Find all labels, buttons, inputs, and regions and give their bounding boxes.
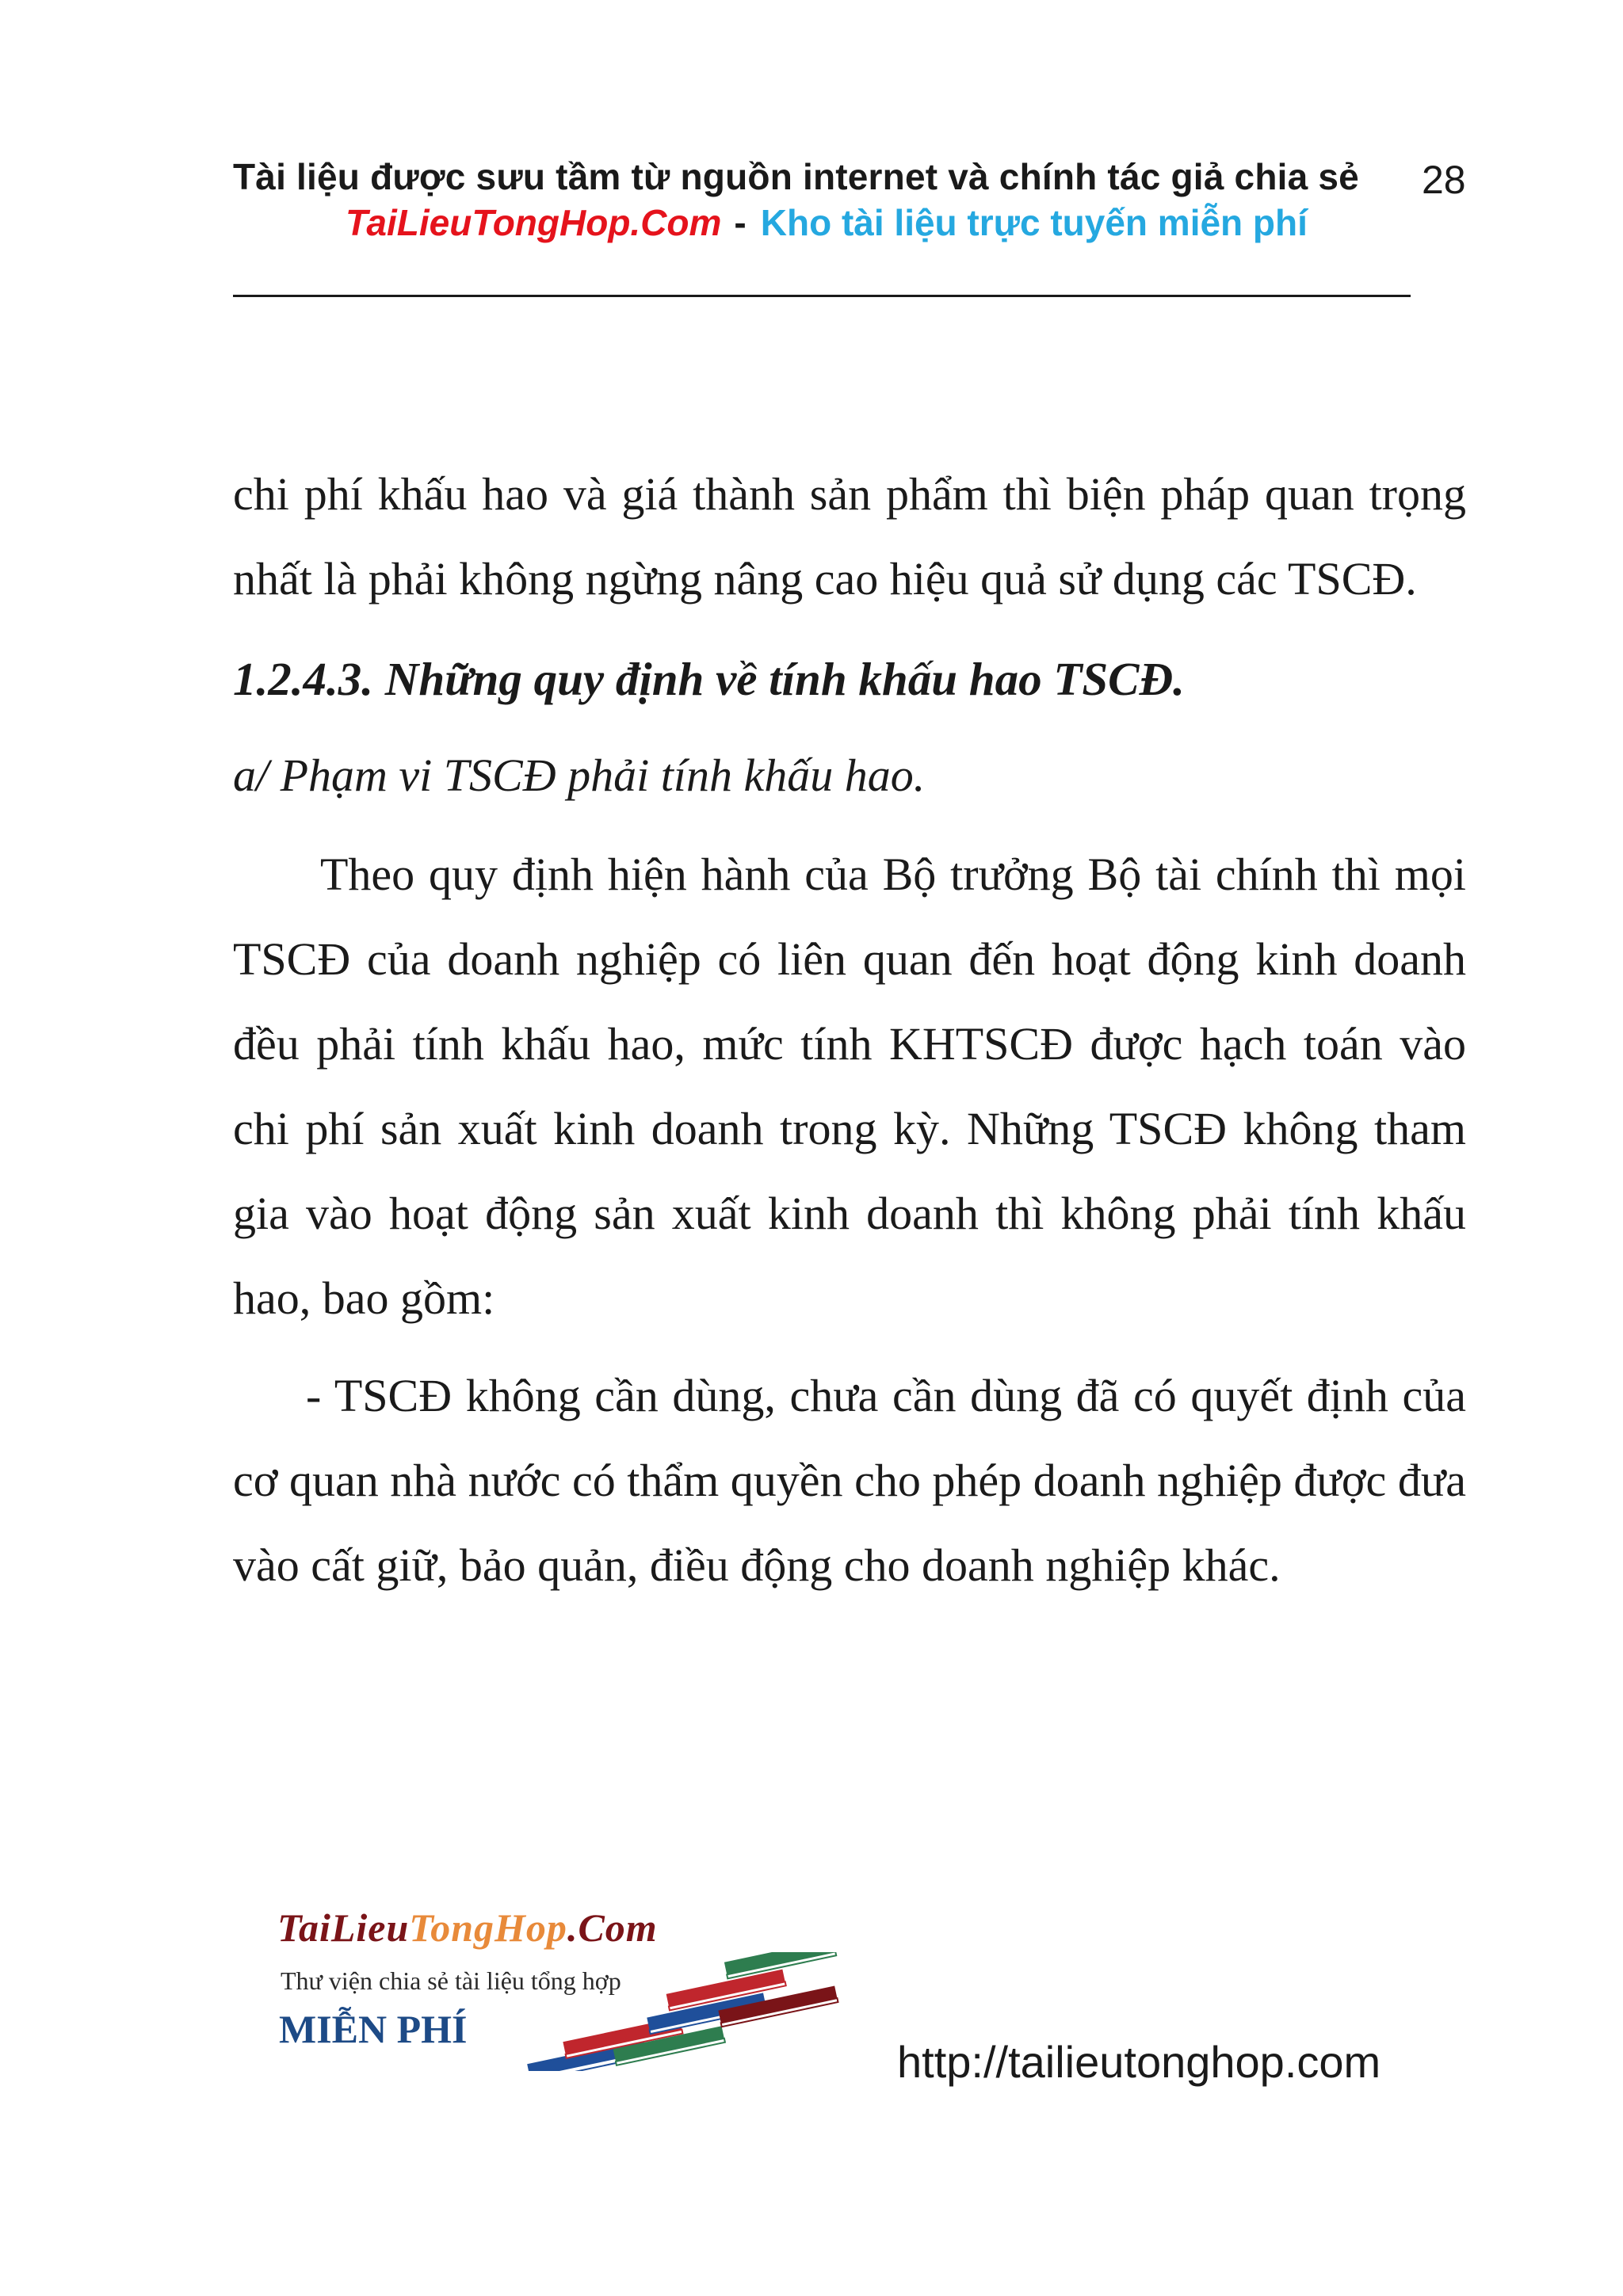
header-divider [233, 295, 1411, 297]
logo-title-part1: TaiLieu [277, 1905, 410, 1950]
document-body [233, 452, 1466, 1608]
paragraph-list-item: - TSCĐ không cần dùng, chưa cần dùng đã có quyết định của cơ quan nhà nước có thẩm quyền cho phép doanh nghiệp được đưa vào cất giữ, bảo quản, điều động cho doanh nghiệp khác. [233, 1370, 1466, 1591]
paragraph-intro: chi phí khấu hao và giá thành sản phẩm thì biện pháp quan trọng nhất là phải không ngừng nâng cao hiệu quả sử dụng các TSCĐ. [233, 468, 1466, 605]
site-banner [346, 201, 1308, 244]
banner-separator: - [734, 202, 747, 243]
logo-title-part2: TongHop [409, 1905, 567, 1950]
logo-free-label: MIỄN PHÍ [279, 2007, 468, 2051]
page-number: 28 [1422, 158, 1466, 202]
site-tagline: Kho tài liệu trực tuyến miễn phí [760, 202, 1308, 243]
subsection-heading: a/ Phạm vi TSCĐ phải tính khấu hao. [233, 749, 926, 801]
paragraph-regulation: Theo quy định hiện hành của Bộ trưởng Bộ tài chính thì mọi TSCĐ của doanh nghiệp có liên quan đến hoạt động kinh doanh đều phải tính khấu hao, mức tính KHTSCĐ được hạch toán vào chi phí sản xuất kinh doanh trong kỳ. Những TSCĐ không tham gia vào hoạt động sản xuất kinh doanh thì không phải tính khấu hao, bao gồm: [233, 849, 1466, 1324]
site-logo [274, 1905, 876, 2079]
footer-url: http://tailieutonghop.com [897, 2037, 1381, 2087]
logo-title [277, 1905, 658, 1951]
logo-subtitle: Thư viện chia sẻ tài liệu tổng hợp [281, 1966, 621, 1995]
source-line: Tài liệu được sưu tầm từ nguồn internet và chính tác giả chia sẻ [233, 156, 1359, 197]
books-icon [512, 1952, 876, 2071]
section-heading: 1.2.4.3. Những quy định về tính khấu hao TSCĐ. [233, 653, 1185, 705]
logo-title-part3: .Com [567, 1905, 658, 1950]
site-name: TaiLieuTongHop.Com [346, 202, 722, 243]
